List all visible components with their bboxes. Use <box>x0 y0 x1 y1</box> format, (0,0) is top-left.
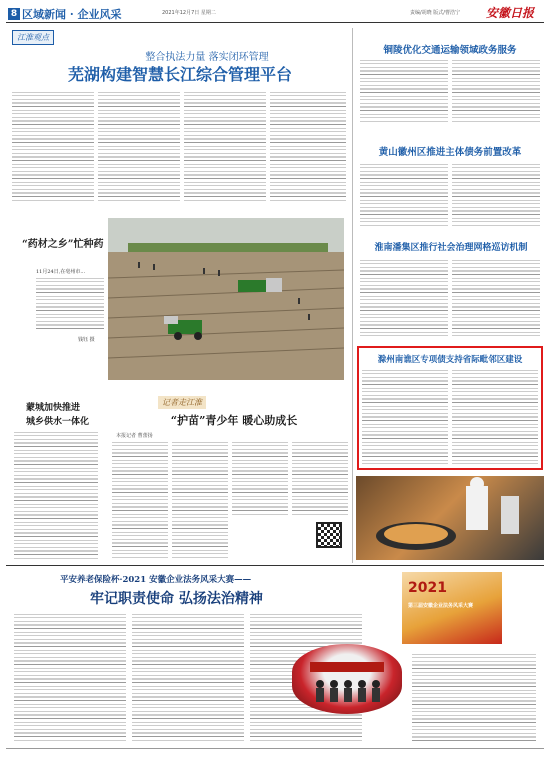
masthead-rule <box>6 22 544 23</box>
reporter-headline: “护苗”青少年 暖心助成长 <box>170 414 298 427</box>
newspaper-name: 安徽日报 <box>486 6 535 20</box>
banner-body-a <box>14 612 126 742</box>
reporter-body-c <box>232 440 288 515</box>
poster-title: 第三届安徽企业法务风采大赛 <box>408 603 474 609</box>
right-story1-body-b <box>452 58 540 124</box>
small-story-body <box>14 430 98 560</box>
vertical-divider <box>352 28 353 563</box>
right-story3-headline: 淮南潘集区推行社会治理网格巡访机制 <box>374 243 528 253</box>
lead-headline: 芜湖构建智慧长江综合管理平台 <box>67 65 292 84</box>
page-number-badge: 8 <box>8 8 20 20</box>
right-story3-body-b <box>452 258 540 338</box>
lead-body-col1 <box>12 90 94 202</box>
photo-feature-title: “药材之乡”忙种药 <box>22 239 104 250</box>
right-story2-headline: 黄山徽州区推进主体债务前置改革 <box>378 147 522 158</box>
reporter-byline: 本报记者 曹蕾扬 <box>116 433 153 439</box>
banner-headline: 牢记职责使命 弘扬法治精神 <box>90 591 263 607</box>
small-story-kicker: 蒙城加快推进 <box>26 403 81 413</box>
farm-scene-graphic <box>108 218 344 380</box>
small-story-headline: 城乡供水一体化 <box>26 417 90 427</box>
column-badge: 江淮观点 <box>12 30 54 45</box>
right-story1-headline: 铜陵优化交通运输领域政务服务 <box>383 45 517 56</box>
right-story4-body-a <box>362 368 448 464</box>
photo-credit: 钱钰 摄 <box>78 337 95 343</box>
right-story4-body-b <box>452 368 538 464</box>
right-story1-body-a <box>360 58 448 124</box>
kitchen-scene-graphic <box>356 476 544 560</box>
ceremony-photo <box>292 644 402 714</box>
right-story2-body-b <box>452 162 540 228</box>
reporter-body-b <box>172 440 228 560</box>
right-story4-headline: 滁州南谯区专项债支持省际毗邻区建设 <box>377 355 523 365</box>
lead-body-col4 <box>270 90 346 202</box>
ceremony-scene-graphic <box>292 644 402 714</box>
banner-kicker: 平安养老保险杯·2021 安徽企业法务风采大赛—— <box>60 575 252 585</box>
reporter-badge: 记者走江淮 <box>158 396 206 409</box>
section-title: 区域新闻 · 企业风采 <box>22 8 122 21</box>
photo-caption: 11月24日,在亳州市... <box>36 269 86 275</box>
right-story2-body-a <box>360 162 448 228</box>
banner-body-d <box>412 652 536 742</box>
date-line: 2021年12月7日 星期二 <box>162 10 216 16</box>
qr-code <box>316 522 342 548</box>
banner-body-b <box>132 612 244 742</box>
lead-body-col2 <box>98 90 180 202</box>
editor-line: 责编/胡晓 版式/曹浩宁 <box>410 10 460 16</box>
reporter-body-d <box>292 440 348 515</box>
award-poster <box>402 572 502 644</box>
right-story3-body-a <box>360 258 448 338</box>
farm-photo <box>108 218 344 380</box>
photo-caption-text <box>36 276 104 332</box>
lead-kicker: 整合执法力量 落实闭环管理 <box>145 52 269 63</box>
lead-body-col3 <box>184 90 266 202</box>
reporter-body-a <box>112 440 168 560</box>
poster-year: 2021 <box>408 580 447 596</box>
cooking-photo <box>356 476 544 560</box>
page-bottom-rule <box>6 748 544 749</box>
banner-top-rule <box>6 565 544 566</box>
